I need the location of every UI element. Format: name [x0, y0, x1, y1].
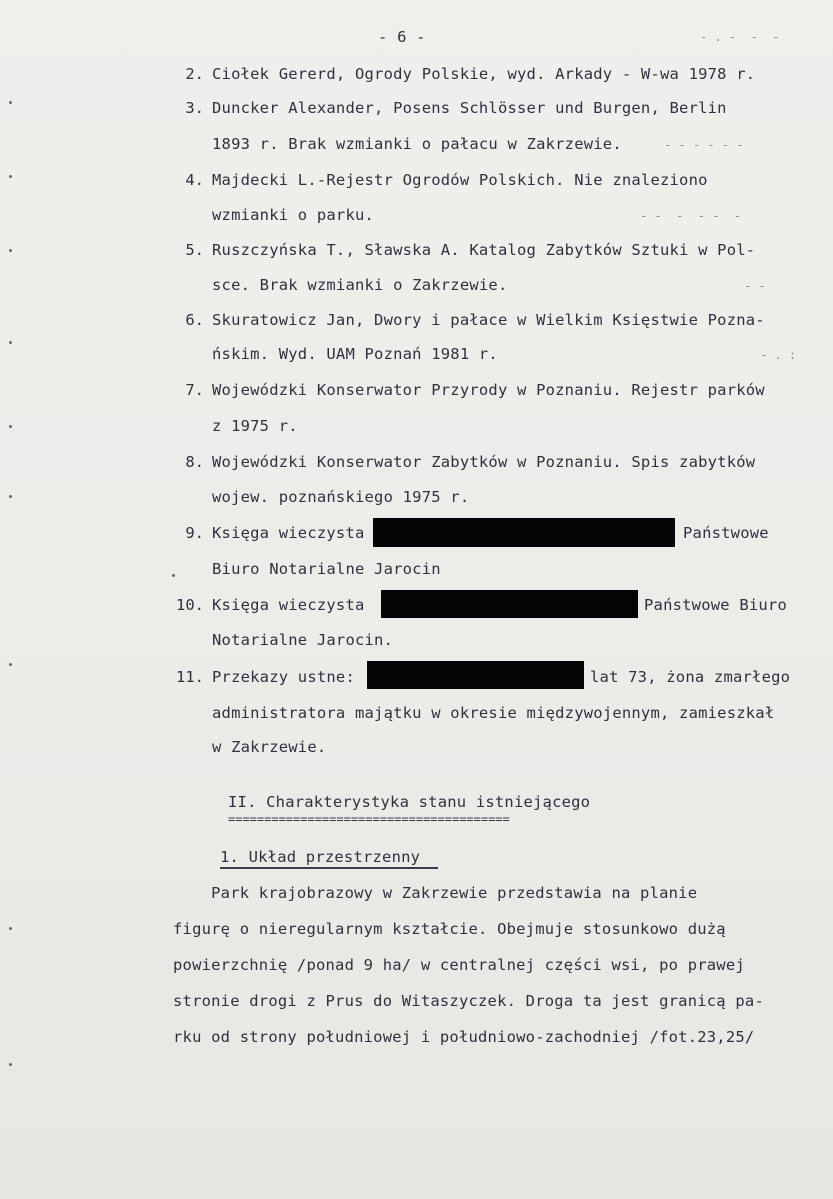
section-heading: II. Charakterystyka stanu istniejącego — [228, 793, 591, 811]
reference-text: Księga wieczysta — [212, 596, 365, 614]
margin-mark — [9, 101, 12, 104]
faint-dashes: - - - - - - — [640, 209, 742, 223]
reference-text: Przekazy ustne: — [212, 668, 355, 686]
margin-mark — [9, 495, 12, 498]
reference-text: 1893 r. Brak wzmianki o pałacu w Zakrzewie. — [212, 135, 622, 153]
reference-number: 6. — [185, 311, 204, 329]
section-heading-underline: ======================================= — [228, 812, 510, 826]
margin-mark — [9, 927, 12, 930]
reference-number: 11. — [176, 668, 204, 686]
redaction-box — [381, 590, 638, 618]
reference-text: Biuro Notarialne Jarocin — [212, 560, 441, 578]
reference-number: 8. — [185, 453, 204, 471]
reference-text: wojew. poznańskiego 1975 r. — [212, 488, 470, 506]
faint-dashes: - - — [744, 279, 766, 293]
reference-text: Notarialne Jarocin. — [212, 631, 394, 649]
faint-dashes: - . - - - — [700, 30, 780, 44]
reference-text: Księga wieczysta — [212, 524, 365, 542]
reference-number: 7. — [185, 381, 204, 399]
reference-text: Ruszczyńska T., Sławska A. Katalog Zabytków Sztuki w Pol- — [212, 241, 756, 259]
reference-number: 10. — [176, 596, 204, 614]
paragraph-line: rku od strony południowej i południowo-zachodniej /fot.23,25/ — [173, 1028, 755, 1046]
reference-text: Duncker Alexander, Posens Schlösser und Burgen, Berlin — [212, 99, 727, 117]
reference-text: wzmianki o parku. — [212, 206, 375, 224]
reference-text: Państwowe Biuro — [644, 596, 787, 614]
reference-text: Państwowe — [683, 524, 769, 542]
redaction-box — [373, 518, 675, 547]
paragraph-line: powierzchnię /ponad 9 ha/ w centralnej części wsi, po prawej — [173, 956, 745, 974]
reference-text: Skuratowicz Jan, Dwory i pałace w Wielkim Księstwie Pozna- — [212, 311, 765, 329]
reference-text: sce. Brak wzmianki o Zakrzewie. — [212, 276, 508, 294]
margin-mark — [9, 663, 12, 666]
paragraph-line: figurę o nieregularnym kształcie. Obejmuje stosunkowo dużą — [173, 920, 726, 938]
reference-number: 3. — [185, 99, 204, 117]
margin-mark — [172, 574, 175, 577]
reference-text: ńskim. Wyd. UAM Poznań 1981 r. — [212, 345, 498, 363]
faint-dashes: - . : — [760, 348, 797, 362]
reference-text: Wojewódzki Konserwator Przyrody w Poznaniu. Rejestr parków — [212, 381, 765, 399]
reference-text: lat 73, żona zmarłego — [590, 668, 791, 686]
margin-mark — [9, 341, 12, 344]
paragraph-line: Park krajobrazowy w Zakrzewie przedstawia na planie — [173, 884, 698, 902]
reference-text: Ciołek Gererd, Ogrody Polskie, wyd. Arkady - W-wa 1978 r. — [212, 65, 756, 83]
margin-mark — [9, 1063, 12, 1066]
reference-number: 4. — [185, 171, 204, 189]
reference-text: z 1975 r. — [212, 417, 298, 435]
paragraph-line: stronie drogi z Prus do Witaszyczek. Droga ta jest granicą pa- — [173, 992, 764, 1010]
margin-mark — [9, 249, 12, 252]
redaction-box — [367, 661, 584, 689]
page-number: - 6 - — [378, 28, 426, 46]
subheading-underline — [220, 867, 438, 869]
reference-text: administratora majątku w okresie międzywojennym, zamieszkał — [212, 704, 775, 722]
reference-number: 9. — [185, 524, 204, 542]
subheading: 1. Układ przestrzenny — [220, 848, 421, 866]
reference-text: w Zakrzewie. — [212, 738, 327, 756]
margin-mark — [9, 425, 12, 428]
reference-number: 2. — [185, 65, 204, 83]
reference-text: Wojewódzki Konserwator Zabytków w Poznaniu. Spis zabytków — [212, 453, 756, 471]
faint-dashes: - - - - - - — [664, 138, 744, 152]
reference-text: Majdecki L.-Rejestr Ogrodów Polskich. Nie znaleziono — [212, 171, 708, 189]
margin-mark — [9, 175, 12, 178]
reference-number: 5. — [185, 241, 204, 259]
